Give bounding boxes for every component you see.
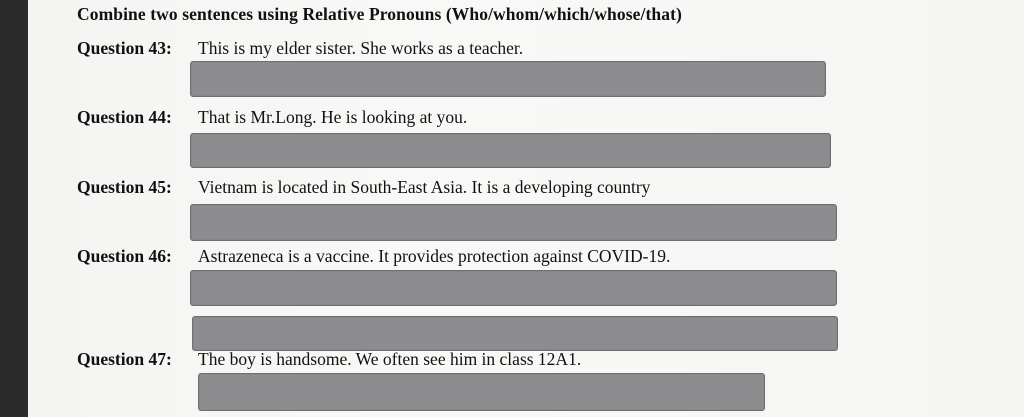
question-45-label: Question 45:: [77, 177, 172, 197]
question-44-text: That is Mr.Long. He is looking at you.: [198, 107, 468, 127]
question-46-text: Astrazeneca is a vaccine. It provides protection against COVID-19.: [198, 246, 671, 266]
question-47-label: Question 47:: [77, 349, 172, 369]
question-46-answer-box-2[interactable]: [192, 316, 838, 351]
question-44-label: Question 44:: [77, 107, 172, 127]
question-43-answer-box[interactable]: [190, 61, 826, 97]
question-46-label: Question 46:: [77, 246, 172, 266]
question-47-text: The boy is handsome. We often see him in class 12A1.: [198, 349, 582, 369]
exercise-title: Combine two sentences using Relative Pronouns (Who/whom/which/whose/that): [77, 4, 682, 24]
question-46-answer-box[interactable]: [190, 270, 837, 306]
question-45-text: Vietnam is located in South-East Asia. It is a developing country: [198, 177, 651, 197]
document-page: [28, 0, 1024, 417]
question-43-text: This is my elder sister. She works as a teacher.: [198, 38, 524, 58]
question-43-label: Question 43:: [77, 38, 172, 58]
question-45-answer-box[interactable]: [190, 204, 837, 241]
question-47-answer-box[interactable]: [198, 373, 765, 411]
question-44-answer-box[interactable]: [190, 133, 831, 168]
